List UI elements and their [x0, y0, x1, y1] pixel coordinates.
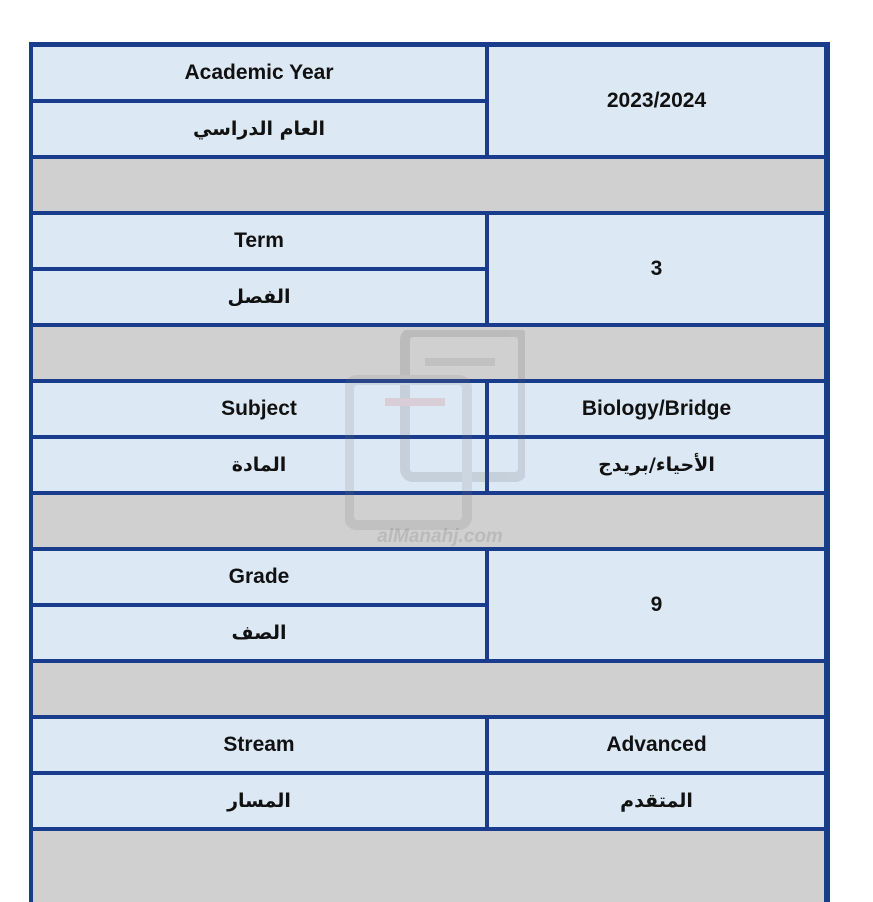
subject-label-ar: المادة [33, 439, 485, 491]
separator-row [33, 831, 824, 902]
grade-value: 9 [489, 551, 824, 659]
subject-value-ar: الأحياء/بريدج [489, 439, 824, 491]
stream-value-ar: المتقدم [489, 775, 824, 827]
stream-label-en: Stream [33, 719, 485, 771]
subject-value-en: Biology/Bridge [489, 383, 824, 435]
term-label-ar: الفصل [33, 271, 485, 323]
separator-row [33, 663, 824, 715]
info-table [29, 42, 830, 902]
subject-label-en: Subject [33, 383, 485, 435]
stream-value-en: Advanced [489, 719, 824, 771]
academic-year-label-ar: العام الدراسي [33, 103, 485, 155]
grade-label-ar: الصف [33, 607, 485, 659]
term-label-en: Term [33, 215, 485, 267]
academic-year-label-en: Academic Year [33, 47, 485, 99]
stream-label-ar: المسار [33, 775, 485, 827]
separator-row [33, 159, 824, 211]
grade-label-en: Grade [33, 551, 485, 603]
academic-year-value: 2023/2024 [489, 47, 824, 155]
term-value: 3 [489, 215, 824, 323]
separator-row [33, 495, 824, 547]
separator-row [33, 327, 824, 379]
